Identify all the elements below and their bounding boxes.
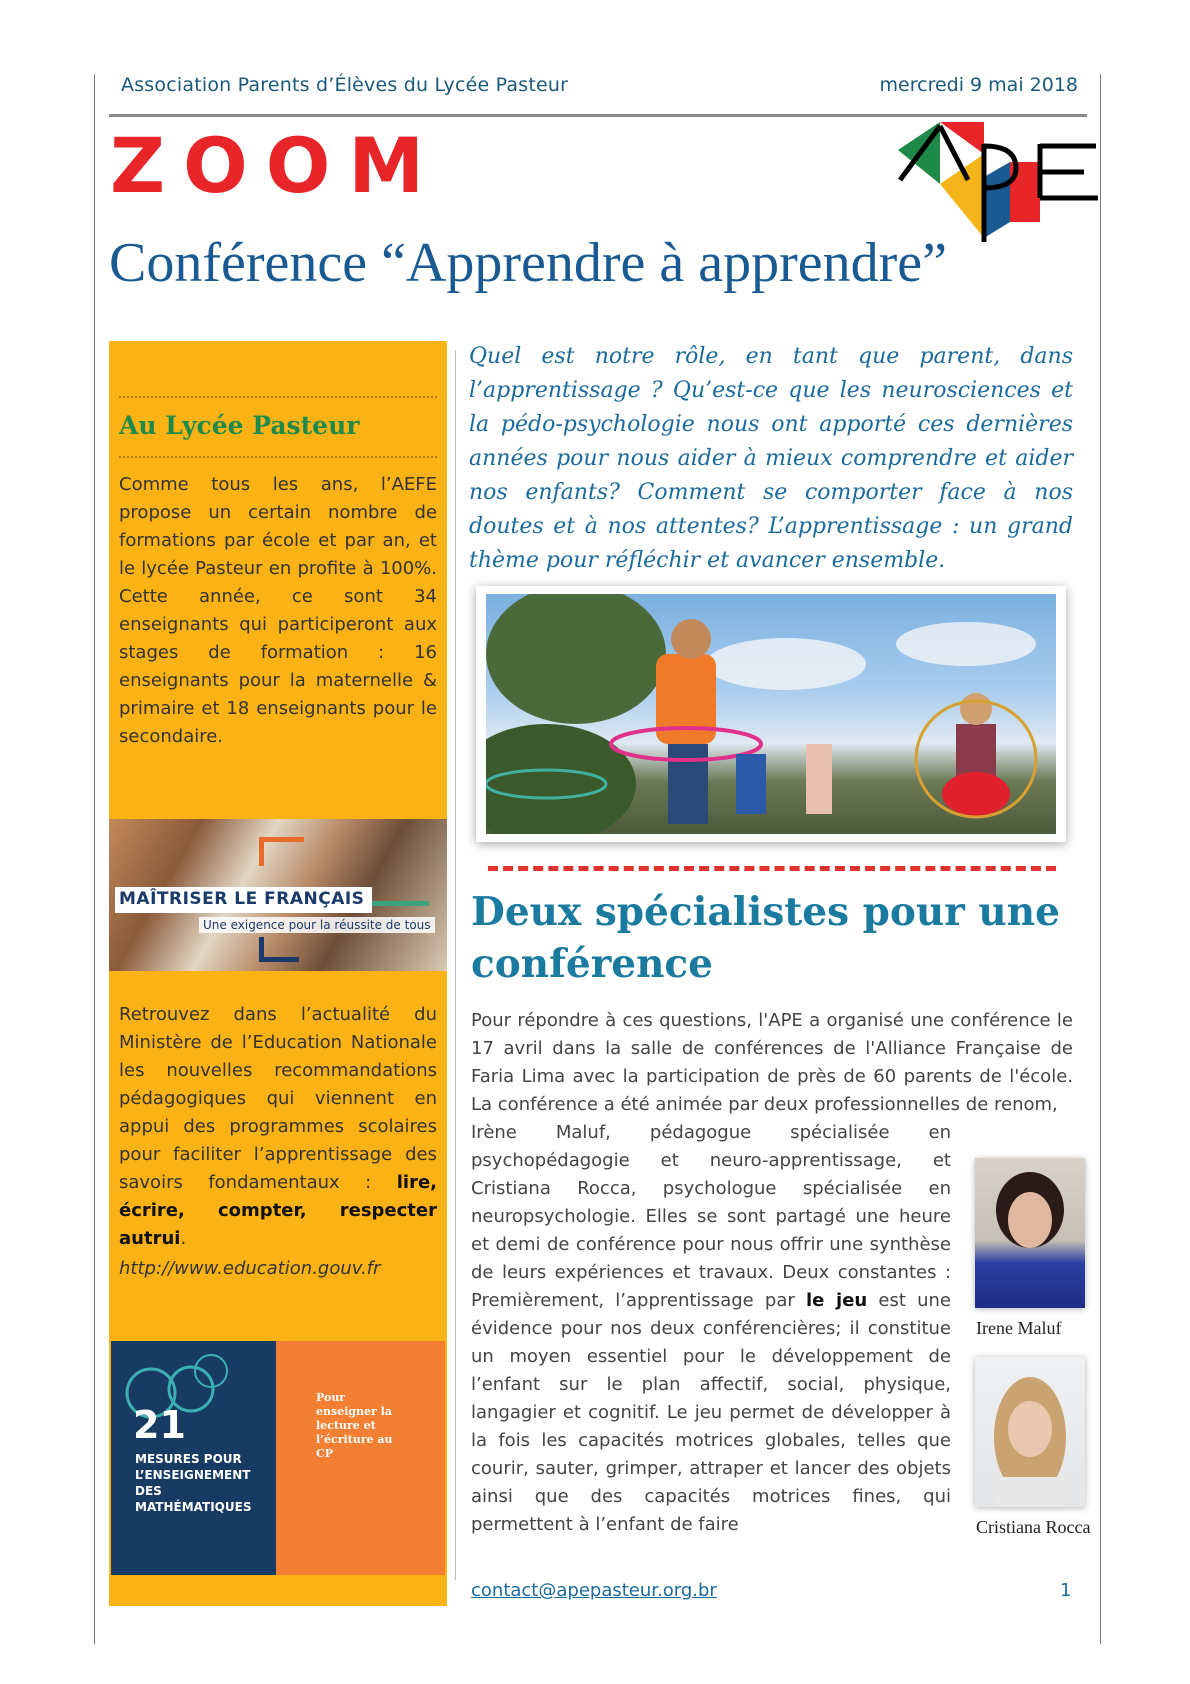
image-banner (115, 887, 372, 913)
paragraph-end: . (180, 1228, 187, 1249)
decorative-bracket (259, 937, 299, 962)
maths-brochure-image (111, 1341, 445, 1575)
maths-cover (111, 1341, 276, 1575)
irene-maluf-portrait (975, 1158, 1085, 1308)
portrait-caption: Cristiana Rocca (976, 1517, 1091, 1537)
lecture-text: Pour enseigner la lecture et l’écriture au CP (316, 1391, 393, 1460)
bold-keywords: lire, écrire, compter, respecter autrui (119, 1172, 437, 1249)
right-margin-rule (1100, 74, 1101, 1644)
education-link[interactable]: http://www.education.gouv.fr (119, 1258, 381, 1279)
main-title: Conférence “Apprendre à apprendre” (109, 232, 947, 294)
dotted-divider (119, 396, 437, 398)
body-paragraph: Pour répondre à ces questions, l'APE a organisé une conférence le 17 avril dans la salle de conférences de l'Alliance Française de Faria Lima avec la participation de près de 60 parents de l'école. La conférence a été animée par deux professionnelles de renom, (471, 1010, 1073, 1115)
maitriser-francais-image (109, 819, 447, 971)
photo-content (486, 594, 1056, 834)
body-text-part: est une évidence pour nos deux conférencières; il constitue un moyen essentiel pour le développement de l’enfant sur le plan affectif, social, physique, langagier et cognitif. Le jeu permet de développer à la fois les capacités motrices globales, telles que courir, sauter, grimper, attraper et lancer des objets ainsi que des capacités motrices fines, qui permettent à l’enfant de faire (471, 1290, 951, 1535)
header-rule (109, 114, 1087, 117)
ape-logo (898, 122, 1098, 242)
lecture-cover (276, 1341, 445, 1575)
page-number: 1 (1060, 1580, 1072, 1601)
paragraph-text: Retrouvez dans l’actualité du Ministère de l’Education Nationale les nouvelles recommandations pédagogiques qui viennent en appui des programmes scolaires pour faciliter l’apprentissage des savoirs fondamentaux : (119, 1004, 437, 1193)
cristiana-rocca-portrait (975, 1357, 1085, 1507)
body-text-part: Irène Maluf, pédagogue spécialisée en psychopédagogie et neuro-apprentissage, et Cristiana Rocca, psychologue spécialisée en neuropsychologie. Elles se sont partagé une heure et demi de conférence pour nous offrir une synthèse de leurs expériences et travaux. Deux constantes : Premièrement, l’apprentissage par (471, 1122, 951, 1311)
sidebar-heading: Au Lycée Pasteur (119, 411, 360, 440)
sidebar (109, 341, 447, 1606)
decorative-bracket (259, 837, 304, 866)
intro-paragraph: Quel est notre rôle, en tant que parent, dans l’apprentissage ? Qu’est-ce que les neurosciences et la pédo-psychologie nous ont apporté ces dernières années pour nous aider à mieux comprendre et aider nos enfants? Comment se comporter face à nos doutes et à nos attentes? L’apprentissage : un grand thème pour réfléchir et avancer ensemble. (469, 344, 1073, 573)
association-name: Association Parents d’Élèves du Lycée Pasteur (121, 74, 569, 96)
dotted-divider (119, 456, 437, 458)
left-margin-rule (94, 74, 95, 1644)
maths-number: 21 (133, 1403, 186, 1447)
dashed-divider (488, 866, 1056, 871)
bold-keyword: le jeu (805, 1290, 868, 1311)
sidebar-paragraph (119, 1001, 437, 1253)
issue-date: mercredi 9 mai 2018 (879, 74, 1078, 96)
image-title: MAÎTRISER LE FRANÇAIS (119, 889, 365, 909)
section-title: Deux spécialistes pour une conférence (471, 889, 1060, 987)
maths-text: MESURES POUR L’ENSEIGNEMENT DES MATHÉMATIQUES (135, 1452, 252, 1514)
column-divider (455, 350, 456, 1580)
image-subtitle: Une exigence pour la réussite de tous (199, 917, 435, 933)
children-hula-hoop-photo (476, 586, 1066, 842)
body-paragraph-narrow (471, 1119, 951, 1539)
masthead: ZOOM (110, 121, 442, 210)
contact-email-link[interactable]: contact@apepasteur.org.br (471, 1580, 717, 1601)
sidebar-paragraph: Comme tous les ans, l’AEFE propose un certain nombre de formations par école et par an, et le lycée Pasteur en profite à 100%. Cette année, ce sont 34 enseignants qui participeront aux stages de formation : 16 enseignants pour la maternelle & primaire et 18 enseignants pour le secondaire. (119, 474, 437, 747)
portrait-caption: Irene Maluf (976, 1318, 1062, 1338)
